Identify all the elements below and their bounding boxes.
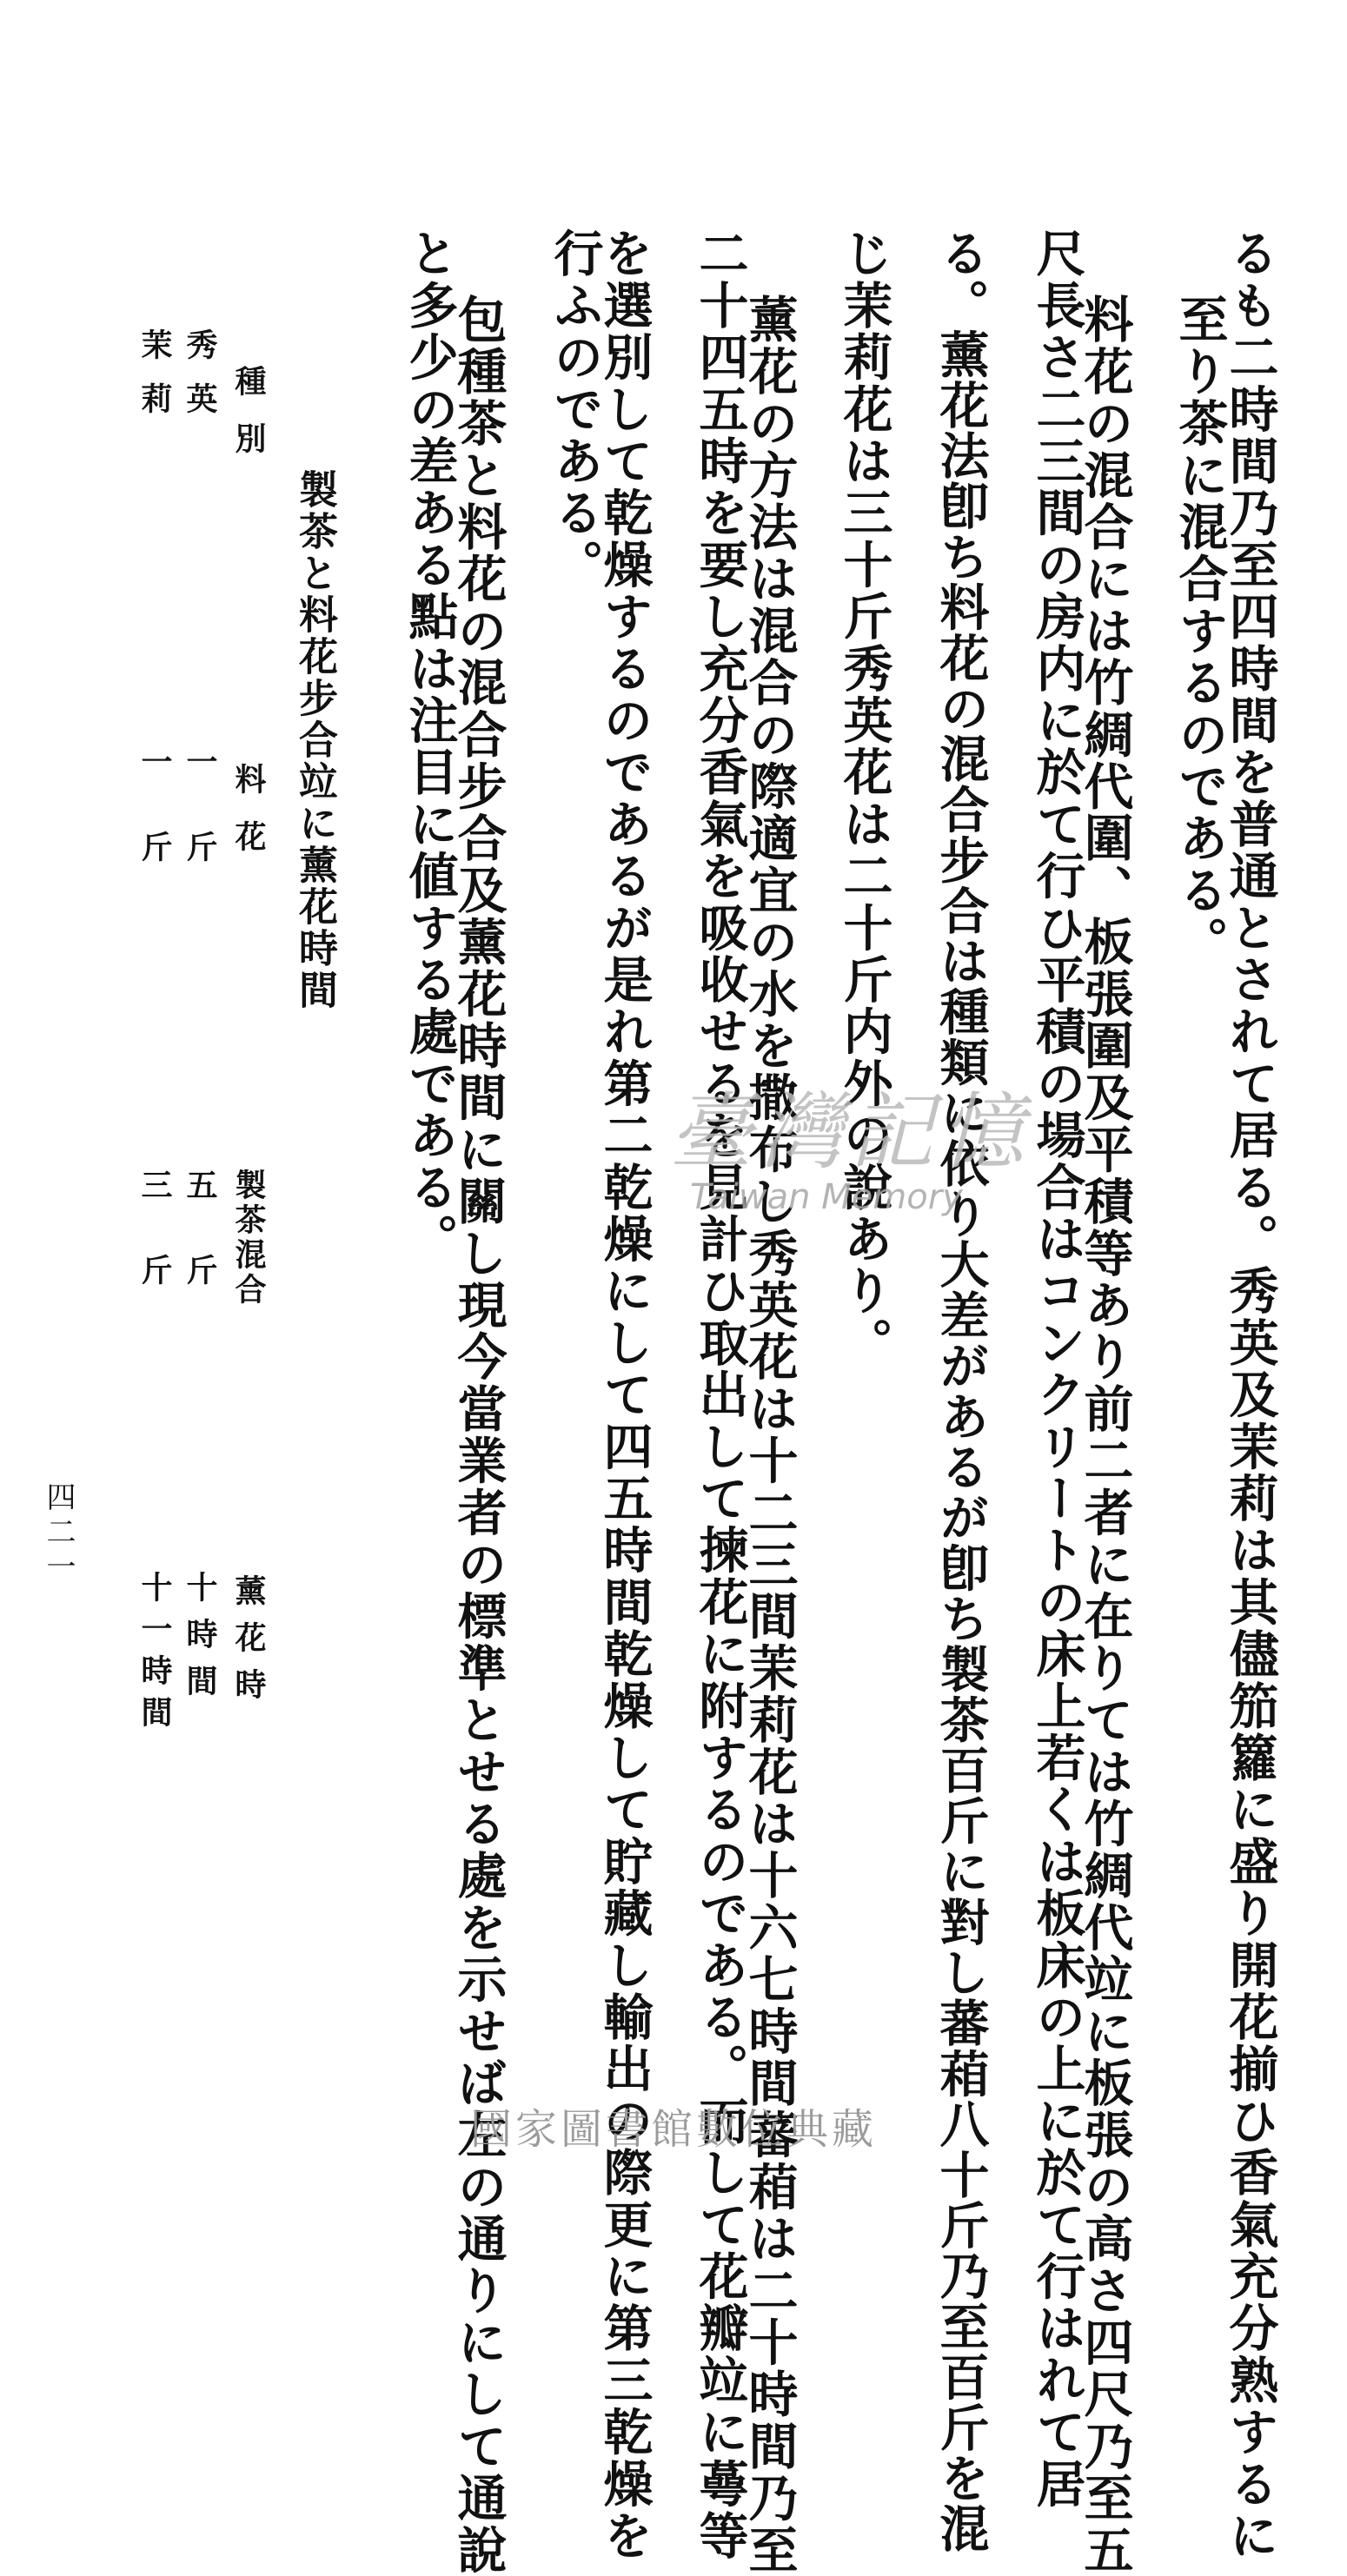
table-row-2-type: 茉莉	[136, 328, 173, 436]
table-header-tea-mix: 製茶混合	[230, 1169, 267, 1308]
table-row-1-flower: 一斤	[182, 745, 218, 916]
watermark-subtitle: Taiwan Memory	[690, 1177, 963, 1217]
table-title: 製茶と料花步合竝に薰花時間	[292, 469, 338, 1011]
body-column-3: 料花の混合には竹綢代圍、板張圍及平積等あり前二者に在りては竹綢代竝に板張の高さ四尺乃至五	[1076, 294, 1134, 2576]
footer-source: 國家圖書館數位典藏	[469, 2105, 877, 2154]
table-row-1-time: 十時間	[182, 1571, 218, 1712]
table-header-scent-time: 薰花時	[230, 1574, 267, 1715]
body-column-6: じ茉莉花は三十斤秀英花は二十斤内外の說あり。	[835, 228, 893, 1369]
table-header-type: 種別	[230, 365, 267, 480]
body-column-4: 尺長さ二三間の房内に於て行ひ平積の場合はコンクリートの床上若くは板床の上に於て行はれて居	[1028, 228, 1086, 2510]
table-row-1-type: 秀英	[182, 328, 218, 436]
taiwan-memory-watermark	[669, 1083, 1121, 1229]
body-column-10: 行ふのである。	[546, 228, 604, 591]
body-column-9: を選別して乾燥するのであるが是れ第二乾燥にして四五時間乾燥して貯藏し輸出の際更に第三乾燥を	[595, 228, 654, 2562]
page-number: 四二一	[41, 1481, 76, 1586]
body-column-8: 二十四五時を要し充分香氣を吸收せるを見計ひ取出して揀花に附するのである。而して花瓣竝に蕚等	[691, 228, 749, 2562]
body-column-11: 包種茶と料花の混合步合及薰花時間に關し現今當業者の標準とせる處を示せば左の通りにして通說	[449, 294, 508, 2576]
table-header-flower: 料花	[230, 763, 267, 877]
body-column-2: 至り茶に混合するのである。	[1171, 294, 1229, 969]
table-row-1-tea: 五斤	[182, 1169, 218, 1339]
body-column-12: と多少の差ある點は注目に値する處である。	[401, 228, 459, 1265]
body-column-1: るも二時間乃至四時間を普通とされて居る。秀英及茉莉は其儘笳籮に盛り開花揃ひ香氣充分熟するに	[1221, 228, 1279, 2562]
watermark-title: 臺灣記憶	[669, 1083, 1031, 1181]
body-column-5: る。薰花法卽ち料花の混合步合は種類に依り大差があるが卽ち製茶百斤に對し蕃葙八十斤乃至百斤を混	[932, 228, 990, 2554]
body-column-7: 薰花の方法は混合の際適宜の水を撒布し秀英花は十二三間茉莉花は十六七時間蕃葙は二十時間乃至	[740, 294, 799, 2576]
table-row-2-tea: 三斤	[136, 1169, 173, 1339]
table-row-2-time: 十一時間	[136, 1571, 173, 1738]
table-row-2-flower: 一斤	[136, 745, 173, 916]
